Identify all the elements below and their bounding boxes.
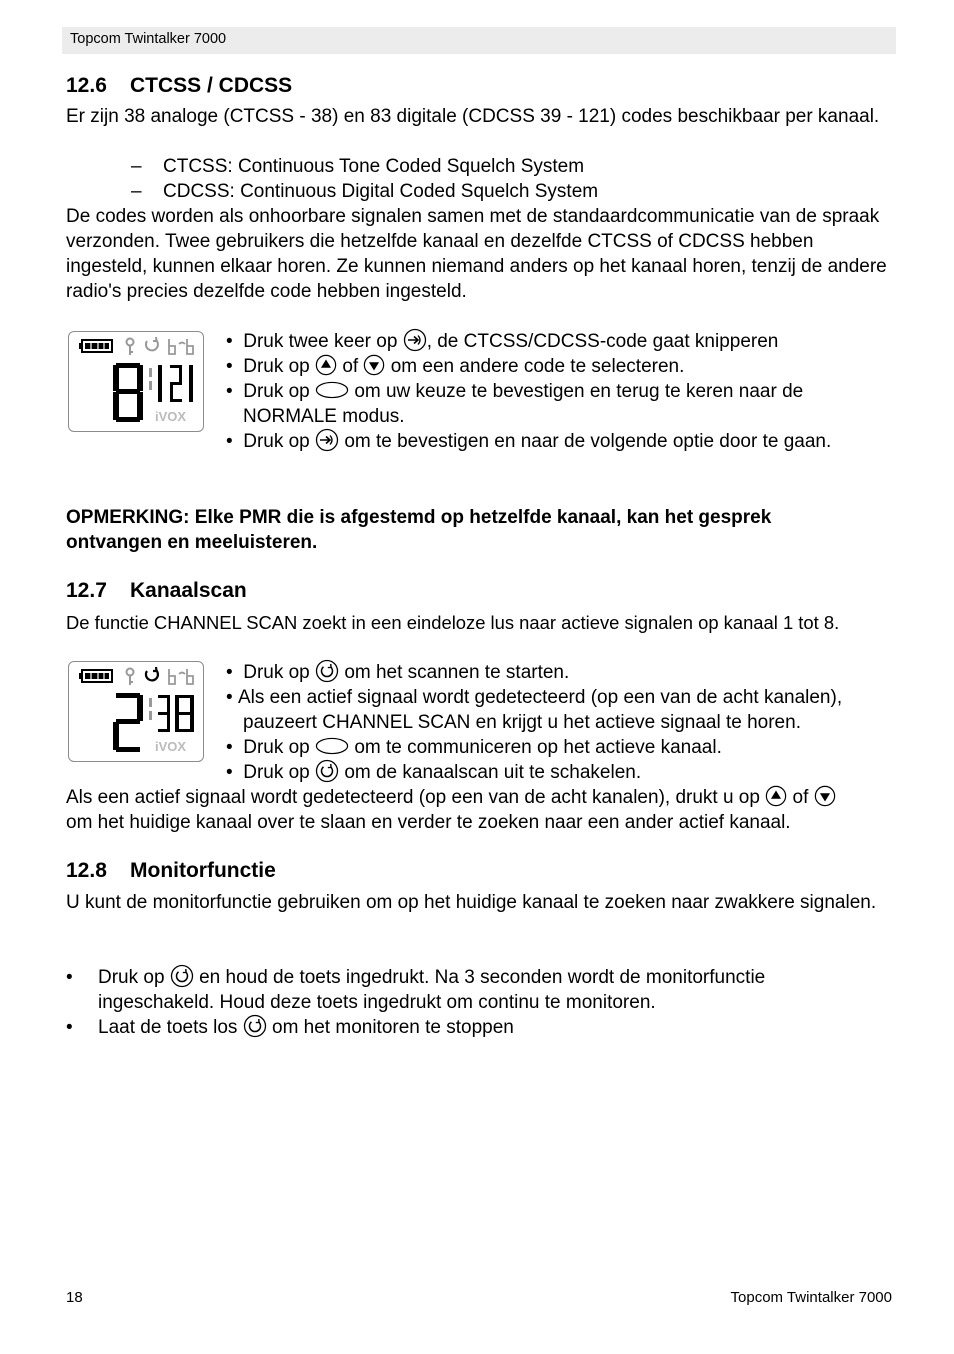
header-title: Topcom Twintalker 7000 — [70, 31, 227, 47]
scan-skip-paragraph-line-2: om het huidige kanaal over te slaan en verder te zoeken naar een ander actief kanaal. — [66, 812, 791, 833]
lcd-icons — [69, 662, 203, 761]
list-item: • Druk op om te bevestigen en naar de volgende optie door te gaan. — [226, 429, 831, 454]
page-number: 18 — [66, 1289, 83, 1306]
ctcss-intro: Er zijn 38 analoge (CTCSS - 38) en 83 digitale (CDCSS 39 - 121) codes beschikbaar per kanaal. — [66, 106, 880, 127]
list-item: • Druk op om uw keuze te bevestigen en terug te keren naar de — [226, 381, 804, 402]
dash-item-cdcss: – CDCSS: Continuous Digital Coded Squelch System — [131, 181, 599, 202]
scan-button-icon — [315, 759, 339, 783]
lcd-icons — [69, 332, 203, 431]
list-item: • Druk op en houd de toets ingedrukt. Na 3 seconden wordt de monitorfunctie — [66, 965, 765, 990]
key-lock-icon — [127, 669, 134, 686]
note-line-2: ontvangen en meeluisteren. — [66, 532, 318, 553]
monitor-icon — [169, 669, 193, 684]
lcd-channel-digit — [113, 693, 143, 752]
section-heading-12-6: 12.6 CTCSS / CDCSS — [66, 74, 293, 97]
section-heading-12-7: 12.7 Kanaalscan — [66, 579, 247, 602]
lcd-channel-digit — [113, 363, 143, 422]
list-item: • Druk op of om een andere code te selecteren. — [226, 354, 684, 379]
list-item: • Druk twee keer op , de CTCSS/CDCSS-code gaat knipperen — [226, 329, 778, 354]
list-item: • Druk op om het scannen te starten. — [226, 660, 569, 685]
scan-icon — [146, 337, 158, 350]
scan-button-icon — [315, 659, 339, 683]
list-item: • Druk op om te communiceren op het actieve kanaal. — [226, 737, 722, 758]
list-item-continuation: ingeschakeld. Houd deze toets ingedrukt om continu te monitoren. — [98, 992, 656, 1013]
running-header — [62, 27, 896, 54]
monitor-button-icon — [170, 964, 194, 988]
lcd-display-ctcss — [68, 331, 204, 432]
dash-item-ctcss: – CTCSS: Continuous Tone Coded Squelch System — [131, 156, 585, 177]
lcd-vox-label: iVOX — [155, 409, 187, 424]
monitor-intro: U kunt de monitorfunctie gebruiken om op het huidige kanaal te zoeken naar zwakkere signalen. — [66, 892, 877, 913]
lcd-display-scan — [68, 661, 204, 762]
list-item-continuation: NORMALE modus. — [243, 406, 405, 427]
up-button-icon — [315, 354, 337, 376]
monitor-icon — [169, 339, 193, 354]
scan-icon — [146, 667, 158, 680]
list-item-continuation: pauzeert CHANNEL SCAN en krijgt u het actieve signaal te horen. — [243, 712, 801, 733]
scan-intro: De functie CHANNEL SCAN zoekt in een eindeloze lus naar actieve signalen op kanaal 1 tot 8. — [66, 612, 840, 633]
list-item: • Als een actief signaal wordt gedetecteerd (op een van de acht kanalen), — [226, 687, 843, 708]
lcd-code-digits — [158, 695, 194, 732]
down-button-icon — [814, 785, 836, 807]
battery-icon — [79, 670, 112, 682]
up-button-icon — [765, 785, 787, 807]
down-button-icon — [363, 354, 385, 376]
ctcss-body: De codes worden als onhoorbare signalen samen met de standaardcommunicatie van de spraak verzonden. Twee gebruikers die hetzelfde kanaal en dezelfde CTCSS of CDCSS hebben ingesteld, kunnen elkaar horen. Ze kunnen niemand anders op het kanaal horen, tenzij de andere radio's precies dezelfde code hebben ingesteld. — [66, 206, 887, 302]
ptt-button-icon — [315, 380, 349, 400]
section-heading-12-8: 12.8 Monitorfunctie — [66, 859, 276, 882]
menu-button-icon — [315, 428, 339, 452]
list-item: • Druk op om de kanaalscan uit te schakelen. — [226, 760, 641, 785]
lcd-code-digits — [158, 365, 193, 402]
lcd-vox-label: iVOX — [155, 739, 187, 754]
note-line-1: OPMERKING: Elke PMR die is afgestemd op hetzelfde kanaal, kan het gesprek — [66, 507, 772, 528]
monitor-button-icon — [243, 1014, 267, 1038]
battery-icon — [79, 340, 112, 352]
list-item: • Laat de toets los om het monitoren te stoppen — [66, 1015, 514, 1040]
key-lock-icon — [127, 339, 134, 356]
ptt-button-icon — [315, 736, 349, 756]
scan-skip-paragraph-line-1: Als een actief signaal wordt gedetecteerd (op een van de acht kanalen), drukt u op of — [66, 785, 836, 810]
menu-button-icon — [403, 328, 427, 352]
footer-title: Topcom Twintalker 7000 — [730, 1289, 892, 1306]
